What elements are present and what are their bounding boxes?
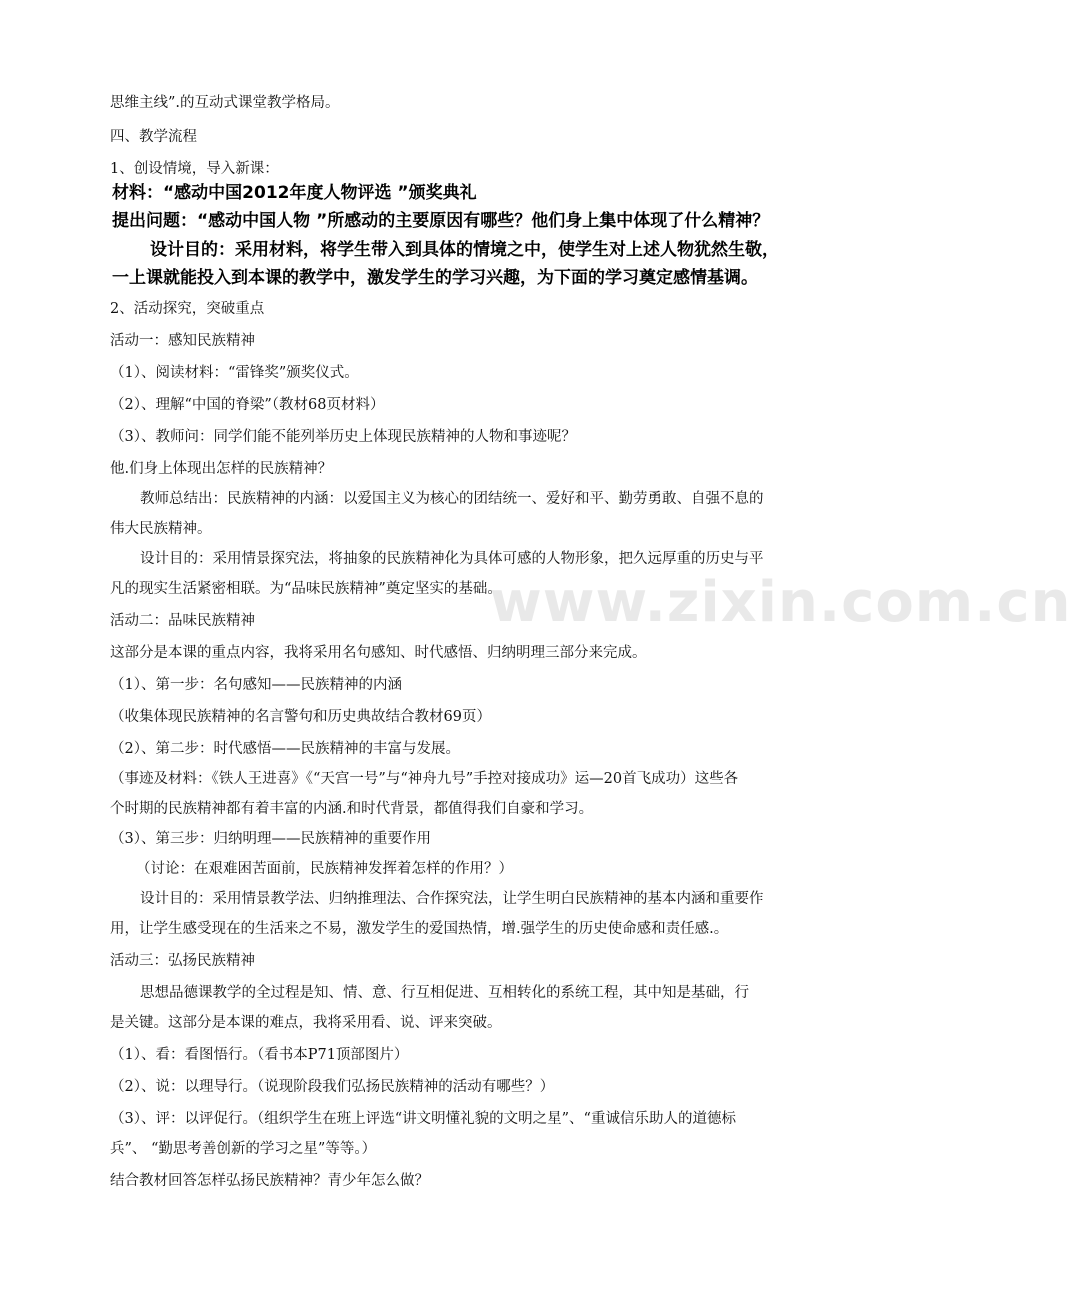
text-line: （3）、第三步：归纳明理——民族精神的重要作用 — [110, 831, 431, 847]
text-line: 伟大民族精神。 — [110, 521, 212, 537]
text-line: 设计目的：采用情景教学法、归纳推理法、合作探究法，让学生明白民族精神的基本内涵和重要作 — [140, 891, 764, 907]
text-line: 兵”、 “勤思考善创新的学习之星”等等。） — [110, 1141, 377, 1157]
subsection-heading: 1、创设情境，导入新课： — [110, 161, 279, 177]
text-line: （讨论：在艰难困苦面前，民族精神发挥着怎样的作用？） — [136, 861, 513, 877]
activity-heading: 活动二：品味民族精神 — [110, 613, 255, 629]
watermark: www.zixin.com.cn — [490, 570, 1072, 635]
text-line: （1）、第一步：名句感知——民族精神的内涵 — [110, 677, 402, 693]
text-line: （2）、理解“中国的脊梁”（教材68页材料） — [110, 397, 385, 413]
text-line: 这部分是本课的重点内容，我将采用名句感知、时代感悟、归纳明理三部分来完成。 — [110, 645, 647, 661]
design-purpose-line: 一上课就能投入到本课的教学中，激发学生的学习兴趣，为下面的学习奠定感情基调。 — [112, 268, 758, 288]
section-heading: 四、教学流程 — [110, 129, 197, 145]
text-line: 用，让学生感受现在的生活来之不易，激发学生的爱国热情，增.强学生的历史使命感和责任感.。 — [110, 921, 729, 937]
text-line: 思维主线”.的互动式课堂教学格局。 — [110, 95, 340, 111]
text-line: 他.们身上体现出怎样的民族精神？ — [110, 461, 333, 477]
text-line: （事迹及材料：《铁人王进喜》《“天宫一号”与“神舟九号”手控对接成功》运—20首飞成功）这些各 — [110, 771, 739, 787]
subsection-heading: 2、活动探究，突破重点 — [110, 301, 265, 317]
question-line: 提出问题：“感动中国人物 ”所感动的主要原因有哪些？他们身上集中体现了什么精神？ — [112, 211, 770, 231]
text-line: 结合教材回答怎样弘扬民族精神？青少年怎么做？ — [110, 1173, 429, 1189]
text-line: 是关键。这部分是本课的难点，我将采用看、说、评来突破。 — [110, 1015, 502, 1031]
text-line: 个时期的民族精神都有着丰富的内涵.和时代背景，都值得我们自豪和学习。 — [110, 801, 594, 817]
text-line: 设计目的：采用情景探究法，将抽象的民族精神化为具体可感的人物形象，把久远厚重的历史与平 — [140, 551, 764, 567]
text-line: （2）、说：以理导行。（说现阶段我们弘扬民族精神的活动有哪些？） — [110, 1079, 555, 1095]
text-line: 凡的现实生活紧密相联。为“品味民族精神”奠定坚实的基础。 — [110, 581, 502, 597]
text-line: （1）、看：看图悟行。（看书本P71顶部图片） — [110, 1047, 409, 1063]
activity-heading: 活动三：弘扬民族精神 — [110, 953, 255, 969]
design-purpose-line: 设计目的：采用材料，将学生带入到具体的情境之中，使学生对上述人物犹然生敬， — [150, 240, 779, 260]
text-line: 思想品德课教学的全过程是知、情、意、行互相促进、互相转化的系统工程，其中知是基础，行 — [140, 985, 749, 1001]
text-line: （收集体现民族精神的名言警句和历史典故结合教材69页） — [110, 709, 491, 725]
material-line: 材料：“感动中国2012年度人物评选 ”颁奖典礼 — [112, 183, 477, 203]
text-line: （2）、第二步：时代感悟——民族精神的丰富与发展。 — [110, 741, 460, 757]
text-line: （1）、阅读材料：“雷锋奖”颁奖仪式。 — [110, 365, 359, 381]
activity-heading: 活动一：感知民族精神 — [110, 333, 255, 349]
text-line: （3）、评：以评促行。（组织学生在班上评选“讲文明懂礼貌的文明之星”、“重诚信乐助人的道德标 — [110, 1111, 736, 1127]
text-line: （3）、教师问：同学们能不能列举历史上体现民族精神的人物和事迹呢？ — [110, 429, 576, 445]
text-line: 教师总结出：民族精神的内涵：以爱国主义为核心的团结统一、爱好和平、勤劳勇敢、自强不息的 — [140, 491, 764, 507]
